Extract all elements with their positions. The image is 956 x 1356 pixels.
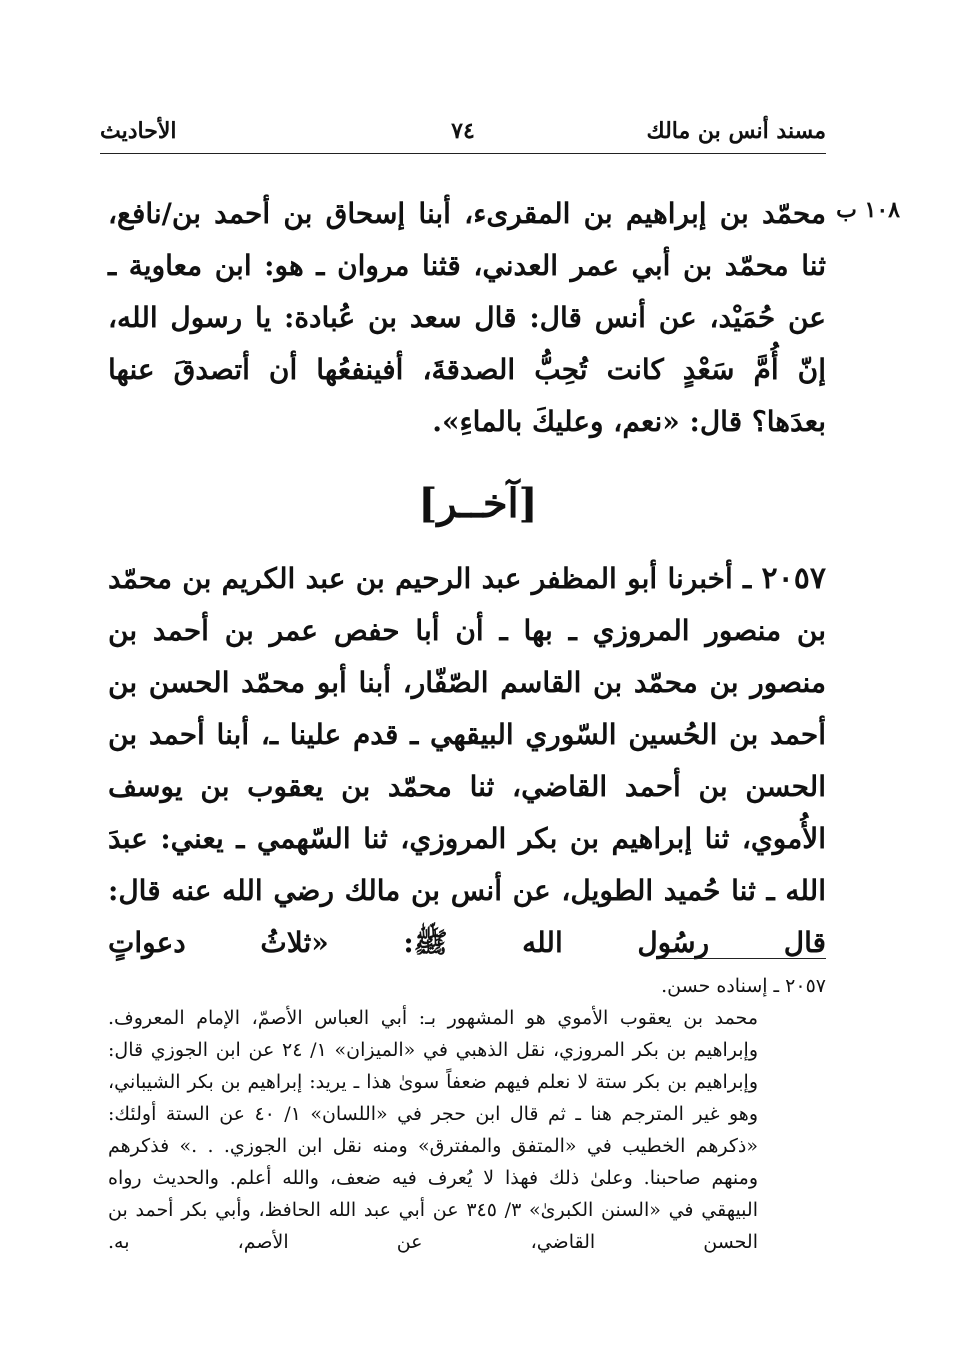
section-heading: [آخــر] — [418, 480, 538, 527]
hadith-2 — [108, 553, 826, 969]
header-book-title: مسند أنس بن مالك — [646, 118, 826, 144]
page-number: ٧٤ — [451, 118, 475, 144]
running-header — [100, 118, 826, 154]
hadith-2-number: ٢٠٥٧ — [761, 561, 826, 596]
header-divider — [100, 153, 826, 154]
footnote-divider — [660, 958, 826, 959]
hadith-1-number: ١٠٨ ب — [836, 197, 900, 223]
footnote — [108, 970, 826, 1258]
hadith-1-text: محمّد بن إبراهيم بن المقرىء، أبنا إسحاق بن أحمد بن/نافع، ثنا محمّد بن أبي عمر العدني، قثنا مروان ـ هو: ابن معاوية ـ عن حُمَيْد، عن أنس قال: قال سعد بن عُبادة: يا رسول الله، إنّ أُمَّ سَعْدٍ كانت تُحِبُّ الصدقةَ، أفينفعُها أن أتصدقَ عنها بعدَها؟ قال: «نعم، وعليكَ بالماءِ». — [108, 197, 826, 438]
hadith-2-text: ـ أخبرنا أبو المظفر عبد الرحيم بن عبد الكريم بن محمّد بن منصور المروزي ـ بها ـ أن أبا حفص عمر بن أحمد بن منصور بن محمّد بن القاسم الصّفّار، أبنا أبو محمّد الحسن بن أحمد بن الحُسين السّوري البيقهي ـ قدم علينا ـ، أبنا أحمد بن الحسن بن أحمد القاضي، ثنا محمّد بن يعقوب بن يوسف الأُموي، ثنا إبراهيم بن بكر المروزي، ثنا السّهمي ـ يعني: عبدَ الله ـ ثنا حُميد الطويل، عن أنس بن مالك رضي الله عنه قال: قال رسُول الله ﷺ: «ثلاثُ دعواتٍ — [108, 562, 826, 959]
header-section-title: الأحاديث — [100, 118, 177, 144]
footnote-body: محمد بن يعقوب الأموي هو المشهور بـ: أبي العباس الأصمّ، الإمام المعروف. وإبراهيم بن بكر المروزي، نقل الذهبي في «الميزان» ١/ ٢٤ عن ابن الجوزي قال: وإبراهيم بن بكر ستة لا نعلم فيهم ضعفاً سوىٰ هذا ـ يريد: إبراهيم بن بكر الشيباني، وهو غير المترجم هنا ـ ثم قال ابن حجر في «اللسان» ١/ ٤٠ عن الستة أولئك: «ذكرهم الخطيب في «المتفق والمفترق» ومنه نقل ابن الجوزي. . .» فذكرهم ومنهم صاحبنا. وعلىٰ ذلك فهذا لا يُعرف فيه ضعف، والله أعلم. والحديث رواه البيهقي في «السنن الكبرىٰ» ٣/ ٣٤٥ عن أبي عبد الله الحافظ، وأبي بكر أحمد بن الحسن القاضي، عن الأصم، به. — [108, 1007, 758, 1253]
footnote-first-line: ٢٠٥٧ ـ إسناده حسن. — [661, 975, 826, 997]
